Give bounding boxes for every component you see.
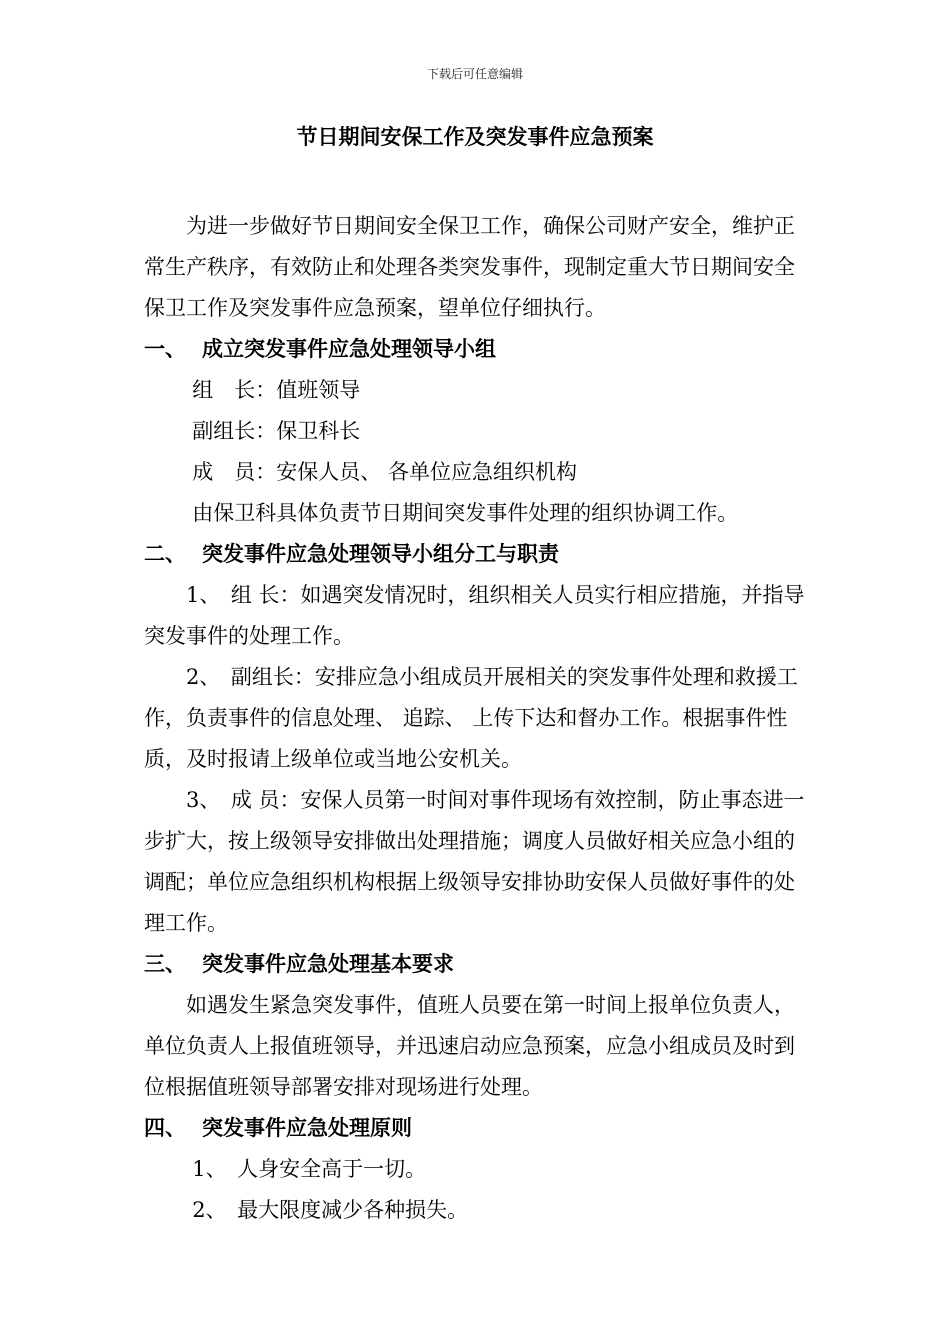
section-heading-text: 突发事件应急处理原则 (202, 1116, 412, 1140)
section-heading-text: 成立突发事件应急处理领导小组 (202, 337, 496, 361)
principle-item-2: 2、 最大限度减少各种损失。 (192, 1198, 469, 1222)
section-number: 二、 (144, 542, 186, 566)
section-number: 四、 (144, 1116, 186, 1140)
section-number: 三、 (144, 952, 186, 976)
leader-line: 组 长：值班领导 (192, 378, 361, 402)
section-heading-4 (144, 1108, 812, 1149)
section-number: 一、 (144, 337, 186, 361)
header-note: 下载后可任意编辑 (426, 67, 523, 81)
duty-item-2: 2、 副组长：安排应急小组成员开展相关的突发事件处理和救援工作，负责事件的信息处理、 追踪、 上传下达和督办工作。根据事件性质，及时报请上级单位或当地公安机关。 (144, 665, 798, 771)
section-heading-text: 突发事件应急处理基本要求 (202, 952, 454, 976)
principle-item-1: 1、 人身安全高于一切。 (192, 1157, 427, 1181)
section-heading-text: 突发事件应急处理领导小组分工与职责 (202, 542, 559, 566)
document-body (144, 206, 812, 1231)
members-line: 成 员：安保人员、 各单位应急组织机构 (192, 460, 577, 484)
section-heading-2 (144, 534, 812, 575)
duty-item-1: 1、 组 长：如遇突发情况时，组织相关人员实行相应措施，并指导突发事件的处理工作。 (144, 583, 805, 648)
deputy-line: 副组长：保卫科长 (192, 419, 361, 443)
document-title: 节日期间安保工作及突发事件应急预案 (296, 125, 654, 149)
coordination-note: 由保卫科具体负责节日期间突发事件处理的组织协调工作。 (192, 501, 739, 525)
intro-paragraph: 为进一步做好节日期间安全保卫工作，确保公司财产安全，维护正常生产秩序，有效防止和处理各类突发事件，现制定重大节日期间安全保卫工作及突发事件应急预案，望单位仔细执行。 (144, 214, 795, 320)
section-heading-3 (144, 944, 812, 985)
section-heading-1 (144, 329, 812, 370)
requirements-paragraph: 如遇发生紧急突发事件，值班人员要在第一时间上报单位负责人，单位负责人上报值班领导，并迅速启动应急预案，应急小组成员及时到位根据值班领导部署安排对现场进行处理。 (144, 993, 795, 1099)
duty-item-3: 3、 成 员：安保人员第一时间对事件现场有效控制，防止事态进一步扩大，按上级领导安排做出处理措施；调度人员做好相关应急小组的调配；单位应急组织机构根据上级领导安排协助安保人员做好事件的处理工作。 (144, 788, 805, 935)
